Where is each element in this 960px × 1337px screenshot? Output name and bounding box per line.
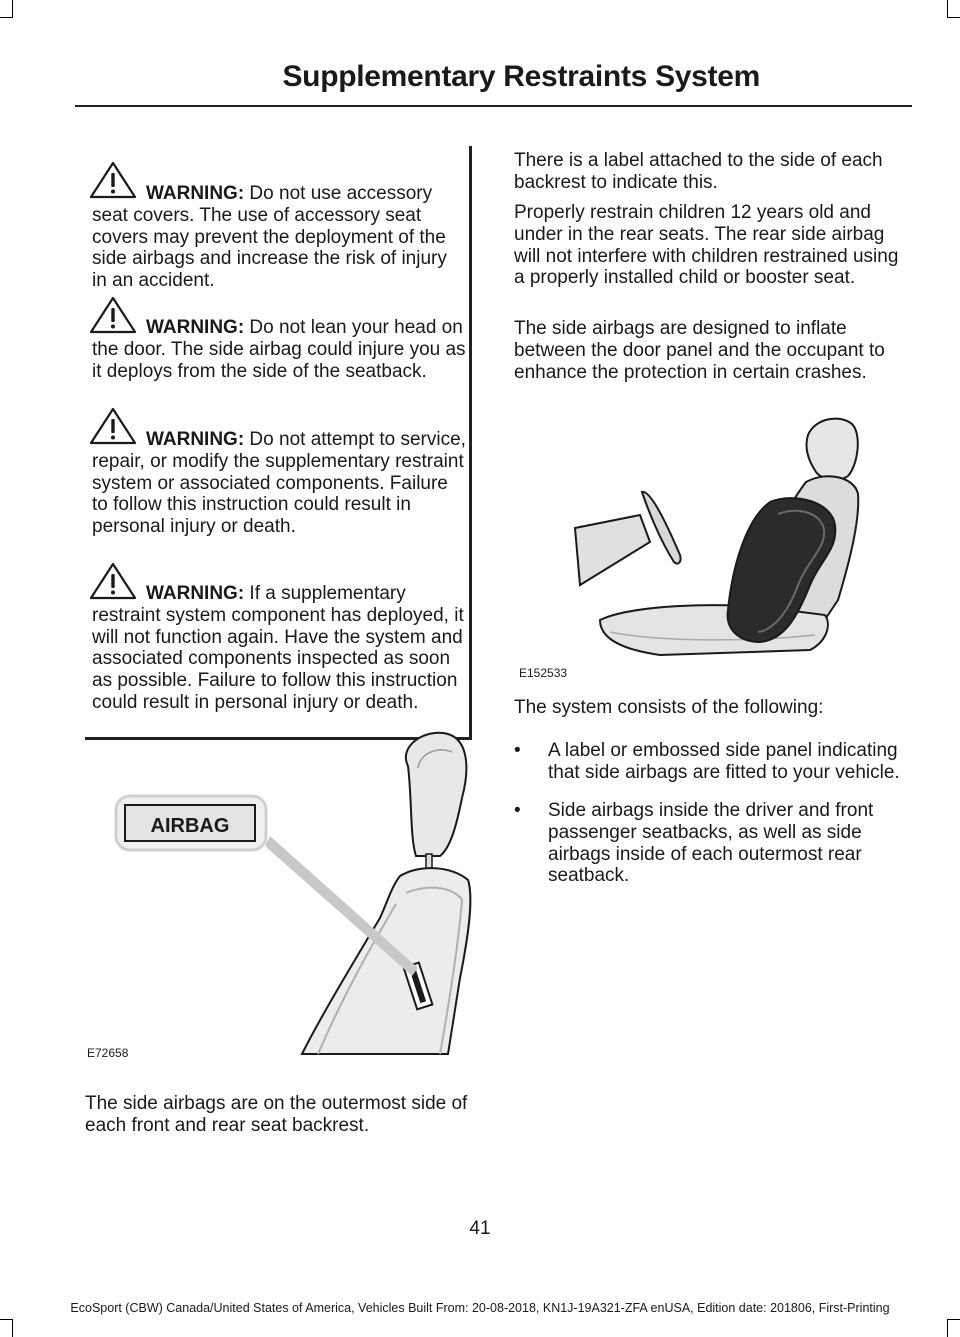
warning-2-label: WARNING: <box>146 317 245 338</box>
right-paragraph-2: Properly restrain children 12 years old and under in the rear seats. The rear side airbag will not interfere with children restrained using a properly installed child or booster seat. <box>514 202 899 289</box>
bullet-marker: • <box>514 740 521 761</box>
warning-3-text: Do not attempt to service, repair, or modify the supplementary restraint system or associated components. Failure to follow this instruction could result in personal injury or death. <box>92 429 466 538</box>
system-intro: The system consists of the following: <box>514 697 824 718</box>
warning-3-label: WARNING: <box>146 429 245 450</box>
footer-text: EcoSport (CBW) Canada/United States of America, Vehicles Built From: 20-08-2018, KN1J-19A321-ZFA enUSA, Edition date: 201806, First-Printing <box>70 1301 890 1315</box>
page-title: Supplementary Restraints System <box>282 60 760 93</box>
page-number: 41 <box>469 1218 491 1239</box>
warning-1-label: WARNING: <box>146 183 245 204</box>
header-rule <box>75 105 912 107</box>
figure-2-code: E152533 <box>519 666 568 680</box>
airbag-label-text: AIRBAG <box>150 815 230 837</box>
right-paragraph-1: There is a label attached to the side of each backrest to indicate this. <box>514 150 883 193</box>
crop-mark-top-left-v <box>12 0 13 18</box>
warning-2 <box>92 317 466 382</box>
list-item <box>514 800 914 890</box>
left-paragraph: The side airbags are on the outermost side of each front and rear seat backrest. <box>85 1093 468 1136</box>
figure-side-airbag-seat <box>570 410 870 670</box>
bullet-text: Side airbags inside the driver and front passenger seatbacks, as well as side airbags inside of each outermost rear seatback. <box>548 800 874 887</box>
warning-4-label: WARNING: <box>146 583 245 604</box>
crop-mark-top-right-h <box>947 17 960 18</box>
warning-4-text: If a supplementary restraint system component has deployed, it will not function again. Have the system and associated components inspected as soon as possible. Failure to follow this instruction could result in personal injury or death. <box>92 583 464 713</box>
warning-3 <box>92 429 466 538</box>
bullet-text: A label or embossed side panel indicating that side airbags are fitted to your vehicle. <box>548 740 900 783</box>
crop-mark-bottom-left-h <box>0 1319 13 1320</box>
warning-1-text: Do not use accessory seat covers. The use of accessory seat covers may prevent the deployment of the side airbags and increase the risk of injury in an accident. <box>92 183 447 292</box>
bullet-marker: • <box>514 800 521 821</box>
warning-4 <box>92 583 466 714</box>
crop-mark-top-right-v <box>947 0 948 18</box>
crop-mark-bottom-right-h <box>947 1319 960 1320</box>
warning-2-text: Do not lean your head on the door. The side airbag could injure you as it deploys from the side of the seatback. <box>92 317 466 382</box>
crop-mark-top-left-h <box>0 17 13 18</box>
warning-1 <box>92 183 466 292</box>
crop-mark-bottom-left-v <box>12 1319 13 1337</box>
right-paragraph-3: The side airbags are designed to inflate between the door panel and the occupant to enhance the protection in certain crashes. <box>514 318 885 383</box>
figure-1-code: E72658 <box>87 1046 129 1060</box>
list-item <box>514 740 914 806</box>
crop-mark-bottom-right-v <box>947 1319 948 1337</box>
figure-seat-airbag-label <box>80 728 475 1073</box>
